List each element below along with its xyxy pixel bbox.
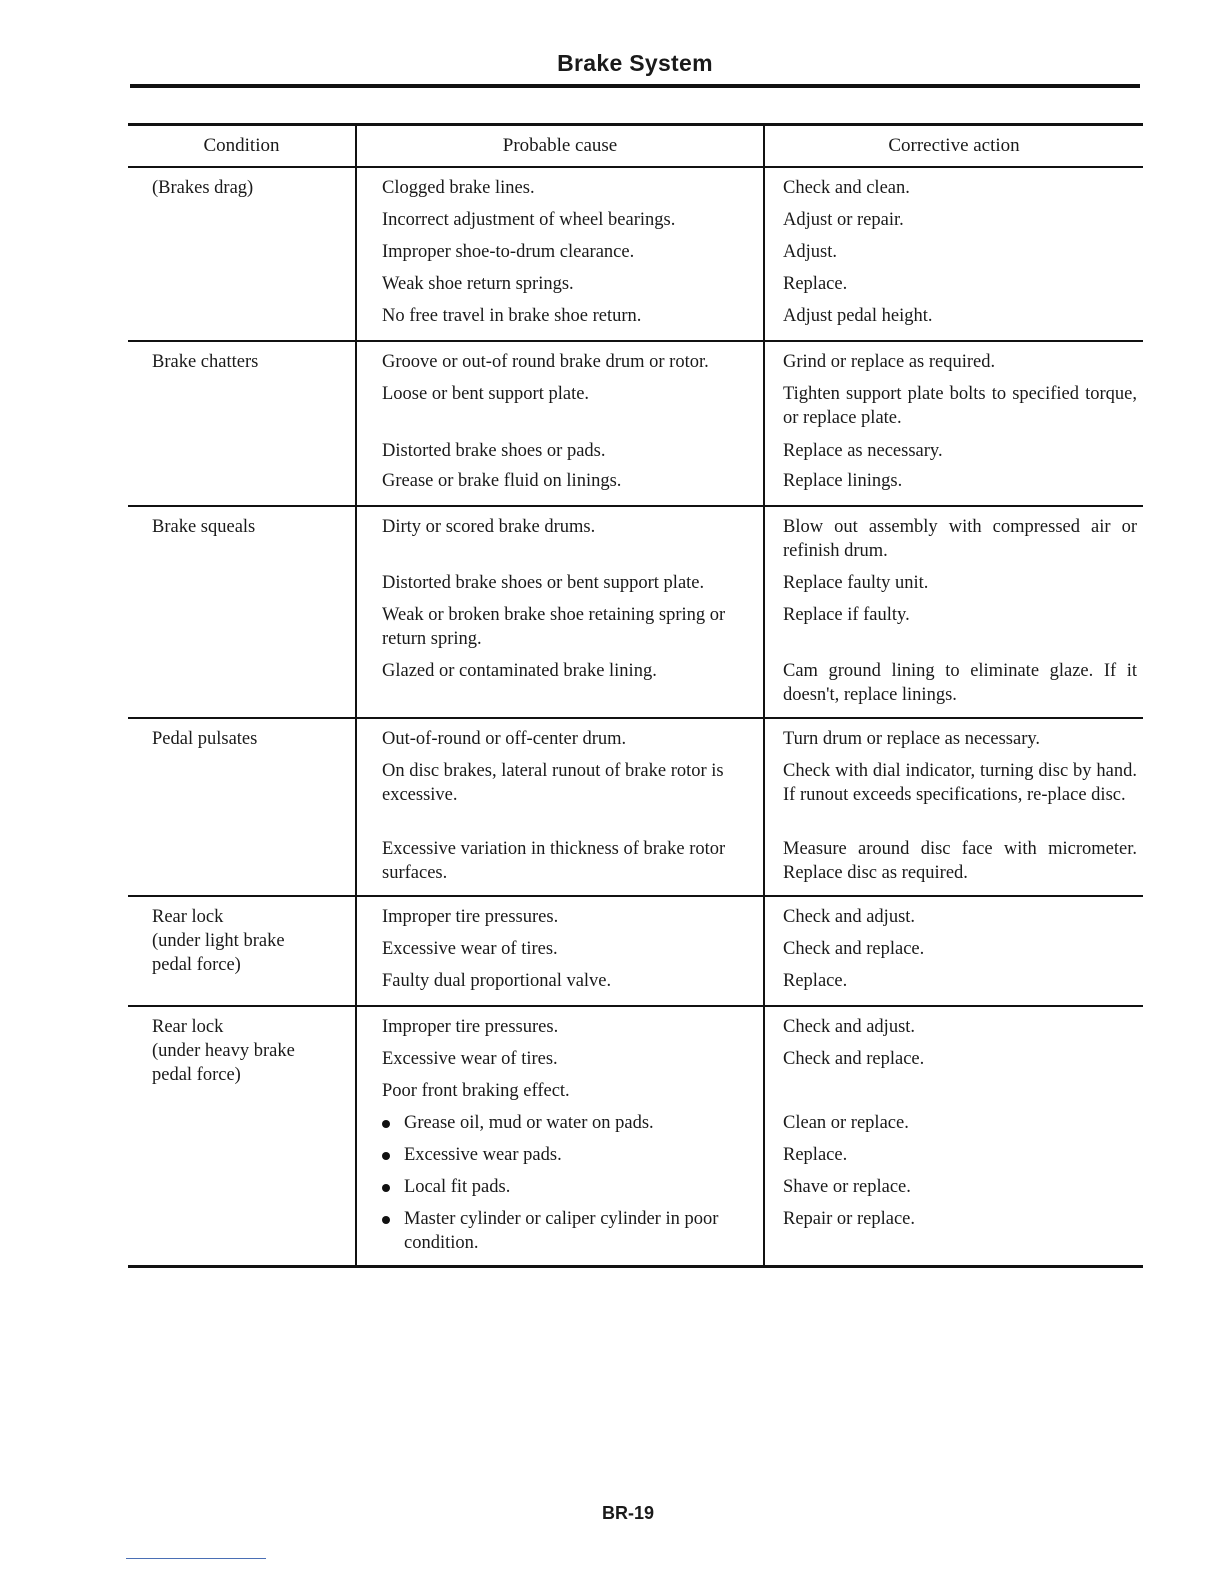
cause-item xyxy=(382,304,745,330)
action-cell xyxy=(763,342,1143,505)
cause-text: Improper tire pressures. xyxy=(382,1017,559,1037)
action-item xyxy=(783,837,1137,885)
cause-cell xyxy=(355,507,763,717)
cause-text: Incorrect adjustment of wheel bearings. xyxy=(382,210,676,230)
action-text: Replace. xyxy=(783,971,848,991)
cause-item xyxy=(382,603,745,659)
condition-text: Rear lock xyxy=(152,907,224,927)
action-text: Blow out assembly with compressed air or refinish drum. xyxy=(783,517,1137,561)
action-text: Replace. xyxy=(783,274,848,294)
bullet-icon xyxy=(382,1152,390,1160)
condition-group xyxy=(128,507,1143,719)
page-title: Brake System xyxy=(557,50,713,76)
action-text: Check with dial indicator, turning disc by hand. If runout exceeds specifications, re-place disc. xyxy=(783,761,1137,805)
condition-cell xyxy=(128,897,355,1005)
cause-text: Faulty dual proportional valve. xyxy=(382,971,612,991)
condition-text: (Brakes drag) xyxy=(152,178,254,198)
page-number: BR-19 xyxy=(601,1503,654,1523)
action-text: Check and replace. xyxy=(783,939,925,959)
action-text: Adjust. xyxy=(783,242,837,262)
action-text: Check and adjust. xyxy=(783,1017,916,1037)
cause-text: Excessive wear of tires. xyxy=(382,1049,558,1069)
cause-item xyxy=(382,240,745,272)
action-text: Shave or replace. xyxy=(783,1177,911,1197)
table-body xyxy=(128,168,1143,1268)
action-text: Adjust pedal height. xyxy=(783,306,933,326)
action-item xyxy=(783,759,1137,837)
cause-text: Clogged brake lines. xyxy=(382,178,535,198)
cause-cell xyxy=(355,897,763,1005)
cause-item xyxy=(382,905,745,937)
action-item xyxy=(783,240,1137,272)
condition-group xyxy=(128,897,1143,1007)
action-item xyxy=(783,571,1137,603)
action-text: Clean or replace. xyxy=(783,1113,909,1133)
cause-text: Weak or broken brake shoe retaining spring or return spring. xyxy=(382,605,726,649)
condition-cell xyxy=(128,507,355,717)
cause-item xyxy=(382,1111,745,1143)
cause-item xyxy=(382,1015,745,1047)
cause-item xyxy=(382,727,745,759)
cause-text: Groove or out-of round brake drum or rotor. xyxy=(382,352,709,372)
action-cell xyxy=(763,168,1143,340)
action-text: Replace as necessary. xyxy=(783,441,943,461)
action-text: Replace if faulty. xyxy=(783,605,910,625)
condition-text: pedal force) xyxy=(152,1065,241,1085)
action-item xyxy=(783,969,1137,995)
cause-item xyxy=(382,837,745,885)
cause-item xyxy=(382,659,745,685)
action-item xyxy=(783,1207,1137,1233)
cause-cell xyxy=(355,168,763,340)
cause-text: Excessive variation in thickness of brake rotor surfaces. xyxy=(382,839,726,883)
footer-rule xyxy=(126,1558,266,1559)
cause-text: Improper tire pressures. xyxy=(382,907,559,927)
condition-text: (under light brake xyxy=(152,931,285,951)
action-text: Repair or replace. xyxy=(783,1209,915,1229)
condition-text: (under heavy brake xyxy=(152,1041,295,1061)
troubleshooting-table xyxy=(128,123,1143,1268)
cause-text: Weak shoe return springs. xyxy=(382,274,574,294)
action-item xyxy=(783,727,1137,759)
cause-item xyxy=(382,1207,745,1255)
cause-text: Poor front braking effect. xyxy=(382,1081,570,1101)
cause-item xyxy=(382,1079,745,1111)
action-cell xyxy=(763,1007,1143,1265)
cause-text: Grease oil, mud or water on pads. xyxy=(404,1113,654,1133)
cause-item xyxy=(382,350,745,382)
cause-text: Excessive wear pads. xyxy=(404,1145,562,1165)
header-corrective-action: Corrective action xyxy=(763,126,1143,166)
action-item xyxy=(783,382,1137,439)
header-probable-cause: Probable cause xyxy=(355,126,763,166)
bullet-icon xyxy=(382,1216,390,1224)
action-text: Check and replace. xyxy=(783,1049,925,1069)
action-text: Check and adjust. xyxy=(783,907,916,927)
bullet-icon xyxy=(382,1184,390,1192)
title-rule xyxy=(130,84,1140,88)
cause-text: Distorted brake shoes or pads. xyxy=(382,441,606,461)
action-item xyxy=(783,937,1137,969)
cause-item xyxy=(382,1143,745,1175)
condition-group xyxy=(128,719,1143,897)
cause-text: Master cylinder or caliper cylinder in poor condition. xyxy=(404,1209,719,1253)
action-cell xyxy=(763,897,1143,1005)
action-text: Check and clean. xyxy=(783,178,910,198)
condition-text: Rear lock xyxy=(152,1017,224,1037)
action-text: Replace faulty unit. xyxy=(783,573,929,593)
cause-text: Loose or bent support plate. xyxy=(382,384,590,404)
cause-text: Grease or brake fluid on linings. xyxy=(382,471,622,491)
cause-item xyxy=(382,176,745,208)
cause-text: Improper shoe-to-drum clearance. xyxy=(382,242,635,262)
cause-item xyxy=(382,208,745,240)
condition-text: pedal force) xyxy=(152,955,241,975)
cause-cell xyxy=(355,719,763,895)
cause-cell xyxy=(355,342,763,505)
condition-group xyxy=(128,1007,1143,1268)
action-item xyxy=(783,1079,1137,1111)
action-item xyxy=(783,515,1137,571)
action-item xyxy=(783,1111,1137,1143)
action-item xyxy=(783,208,1137,240)
cause-item xyxy=(382,571,745,603)
action-item xyxy=(783,1015,1137,1047)
condition-text: Brake squeals xyxy=(152,517,256,537)
action-item xyxy=(783,350,1137,382)
action-text: Tighten support plate bolts to specified torque, or replace plate. xyxy=(783,384,1137,428)
cause-text: Out-of-round or off-center drum. xyxy=(382,729,627,749)
cause-item xyxy=(382,469,745,495)
condition-cell xyxy=(128,1007,355,1265)
cause-text: Local fit pads. xyxy=(404,1177,511,1197)
cause-item xyxy=(382,759,745,837)
cause-item xyxy=(382,1047,745,1079)
cause-text: Distorted brake shoes or bent support plate. xyxy=(382,573,705,593)
action-item xyxy=(783,439,1137,469)
action-item xyxy=(783,272,1137,304)
cause-text: Excessive wear of tires. xyxy=(382,939,558,959)
action-text: Turn drum or replace as necessary. xyxy=(783,729,1041,749)
action-text: Adjust or repair. xyxy=(783,210,904,230)
condition-cell xyxy=(128,168,355,340)
action-text: Cam ground lining to eliminate glaze. If it doesn't, replace linings. xyxy=(783,661,1137,705)
cause-item xyxy=(382,439,745,469)
action-item xyxy=(783,603,1137,659)
condition-text: Pedal pulsates xyxy=(152,729,258,749)
cause-cell xyxy=(355,1007,763,1265)
cause-item xyxy=(382,272,745,304)
cause-text: Dirty or scored brake drums. xyxy=(382,517,596,537)
condition-group xyxy=(128,168,1143,342)
cause-item xyxy=(382,382,745,439)
cause-text: Glazed or contaminated brake lining. xyxy=(382,661,657,681)
cause-text: On disc brakes, lateral runout of brake rotor is excessive. xyxy=(382,761,724,805)
action-cell xyxy=(763,507,1143,717)
action-item xyxy=(783,1143,1137,1175)
condition-text: Brake chatters xyxy=(152,352,259,372)
condition-cell xyxy=(128,342,355,505)
action-item xyxy=(783,905,1137,937)
cause-text: No free travel in brake shoe return. xyxy=(382,306,642,326)
table-header xyxy=(128,126,1143,168)
action-item xyxy=(783,469,1137,495)
action-cell xyxy=(763,719,1143,895)
condition-cell xyxy=(128,719,355,895)
cause-item xyxy=(382,969,745,995)
action-text: Grind or replace as required. xyxy=(783,352,996,372)
condition-group xyxy=(128,342,1143,507)
action-item xyxy=(783,1047,1137,1079)
cause-item xyxy=(382,515,745,571)
action-text: Replace linings. xyxy=(783,471,903,491)
action-text: Replace. xyxy=(783,1145,848,1165)
cause-item xyxy=(382,937,745,969)
bullet-icon xyxy=(382,1120,390,1128)
action-item xyxy=(783,1175,1137,1207)
header-condition: Condition xyxy=(203,135,280,156)
action-item xyxy=(783,176,1137,208)
action-text: Measure around disc face with micrometer. Replace disc as required. xyxy=(783,839,1137,883)
cause-item xyxy=(382,1175,745,1207)
action-item xyxy=(783,659,1137,707)
action-item xyxy=(783,304,1137,330)
